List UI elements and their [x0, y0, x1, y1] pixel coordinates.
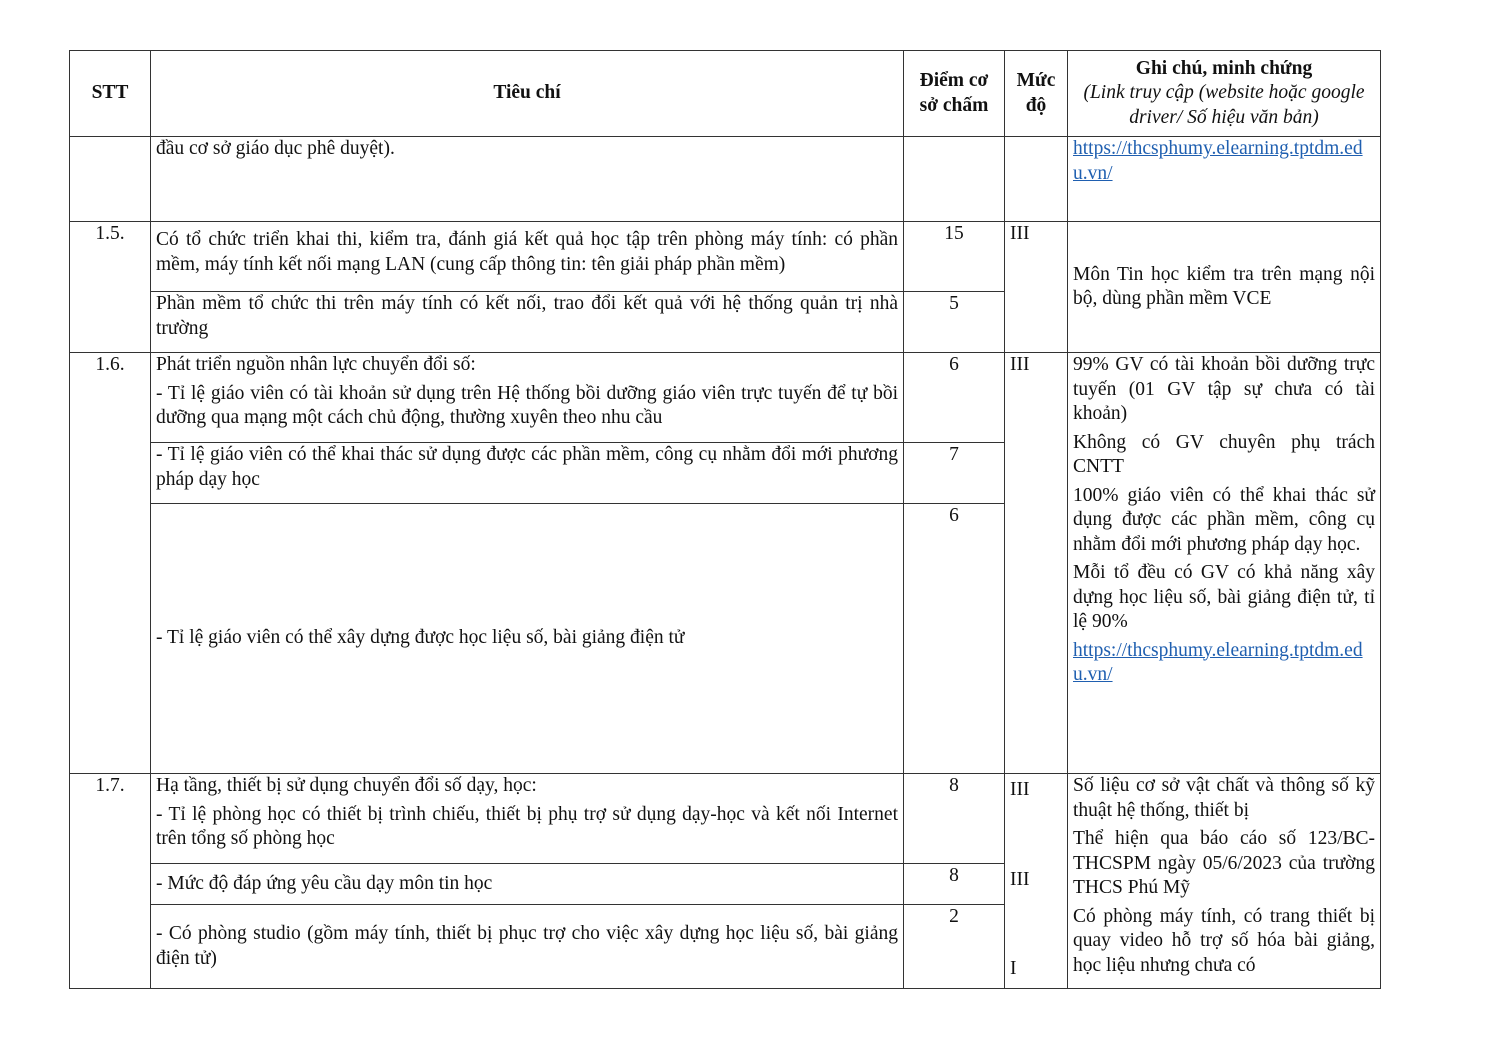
criteria-1-6-c: - Tỉ lệ giáo viên có thể xây dựng được học liệu số, bài giảng điện tử — [151, 504, 904, 774]
level-1-7-c: I — [1010, 958, 1017, 979]
criteria-1-6-a — [151, 353, 904, 443]
criteria-1-6-a-text: - Tỉ lệ giáo viên có tài khoản sử dụng trên Hệ thống bồi dưỡng giáo viên trực tuyến để tự bồi dưỡng qua mạng một cách chủ động, thường xuyên theo nhu cầu — [156, 382, 898, 428]
table-row-1-7-a — [70, 774, 1381, 864]
note-1-7-p2: Thể hiện qua báo cáo số 123/BC-THCSPM ngày 05/6/2023 của trường THCS Phú Mỹ — [1073, 828, 1375, 898]
score-1-7-a: 8 — [904, 774, 1005, 864]
note-1-6-p2: Không có GV chuyên phụ trách CNTT — [1073, 431, 1375, 477]
cont-criteria: đầu cơ sở giáo dục phê duyệt). — [151, 137, 904, 222]
score-1-5-b: 5 — [904, 292, 1005, 353]
criteria-1-7-a-text: - Tỉ lệ phòng học có thiết bị trình chiếu, thiết bị phụ trợ sử dụng dạy-học và kết nối Internet trên tổng số phòng học — [156, 803, 898, 849]
score-1-6-a: 6 — [904, 353, 1005, 443]
note-1-6 — [1068, 353, 1381, 774]
criteria-1-6-b: - Tỉ lệ giáo viên có thể khai thác sử dụng được các phần mềm, công cụ nhằm đổi mới phương pháp dạy học — [151, 443, 904, 504]
cont-stt — [70, 137, 151, 222]
table-row-continuation — [70, 137, 1381, 222]
table-row-1-6-a — [70, 353, 1381, 443]
note-1-5: Môn Tin học kiểm tra trên mạng nội bộ, dùng phần mềm VCE — [1068, 222, 1381, 353]
criteria-1-7-a — [151, 774, 904, 864]
cont-note — [1068, 137, 1381, 222]
level-1-5: III — [1005, 222, 1068, 353]
note-1-7-p3: Có phòng máy tính, có trang thiết bị quay video hỗ trợ số hóa bài giảng, học liệu nhưng chưa có — [1073, 905, 1375, 976]
score-1-6-c: 6 — [904, 504, 1005, 774]
level-1-7-a: III — [1010, 779, 1030, 800]
level-1-7-b: III — [1010, 869, 1030, 890]
score-1-5-a: 15 — [904, 222, 1005, 292]
stt-1-7: 1.7. — [70, 774, 151, 989]
level-1-7 — [1005, 774, 1068, 989]
stt-1-5: 1.5. — [70, 222, 151, 353]
elearning-link[interactable]: https://thcsphumy.elearning.tptdm.edu.vn/ — [1073, 138, 1363, 184]
stt-1-6: 1.6. — [70, 353, 151, 774]
header-stt: STT — [70, 51, 151, 137]
cont-level — [1005, 137, 1068, 222]
table-row-1-5-a — [70, 222, 1381, 292]
header-notes — [1068, 51, 1381, 137]
table-header-row — [70, 51, 1381, 137]
header-notes-title: Ghi chú, minh chứng — [1135, 57, 1313, 79]
header-notes-subtitle: (Link truy cập (website hoặc google driver/ Số hiệu văn bản) — [1083, 82, 1365, 128]
criteria-1-5-b: Phần mềm tổ chức thi trên máy tính có kết nối, trao đổi kết quả với hệ thống quản trị nhà trường — [151, 292, 904, 353]
heading-1-6: Phát triển nguồn nhân lực chuyển đổi số: — [156, 354, 476, 375]
score-1-6-b: 7 — [904, 443, 1005, 504]
criteria-1-5-a: Có tổ chức triển khai thi, kiểm tra, đánh giá kết quả học tập trên phòng máy tính: có phần mềm, máy tính kết nối mạng LAN (cung cấp thông tin: tên giải pháp phần mềm) — [151, 222, 904, 292]
level-1-6: III — [1005, 353, 1068, 774]
elearning-link-2[interactable]: https://thcsphumy.elearning.tptdm.edu.vn/ — [1073, 639, 1363, 685]
header-score: Điểm cơ sở chấm — [904, 51, 1005, 137]
note-1-6-p4: Mỗi tổ đều có GV có khả năng xây dựng học liệu số, bài giảng điện tử, tỉ lệ 90% — [1073, 562, 1375, 632]
header-criteria: Tiêu chí — [151, 51, 904, 137]
criteria-table — [69, 50, 1381, 989]
heading-1-7: Hạ tầng, thiết bị sử dụng chuyển đổi số dạy, học: — [156, 775, 537, 796]
score-1-7-b: 8 — [904, 864, 1005, 905]
criteria-1-7-c: - Có phòng studio (gồm máy tính, thiết bị phục trợ cho việc xây dựng học liệu số, bài giảng điện tử) — [151, 905, 904, 989]
cont-score — [904, 137, 1005, 222]
note-1-7-p1: Số liệu cơ sở vật chất và thông số kỹ thuật hệ thống, thiết bị — [1073, 775, 1375, 821]
note-1-6-p1: 99% GV có tài khoản bồi dưỡng trực tuyến (01 GV tập sự chưa có tài khoản) — [1073, 354, 1375, 424]
note-1-7 — [1068, 774, 1381, 989]
criteria-1-7-b: - Mức độ đáp ứng yêu cầu dạy môn tin học — [151, 864, 904, 905]
score-1-7-c: 2 — [904, 905, 1005, 989]
header-level: Mức độ — [1005, 51, 1068, 137]
note-1-6-p3: 100% giáo viên có thể khai thác sử dụng được các phần mềm, công cụ nhằm đổi mới phương pháp dạy học. — [1073, 484, 1375, 555]
